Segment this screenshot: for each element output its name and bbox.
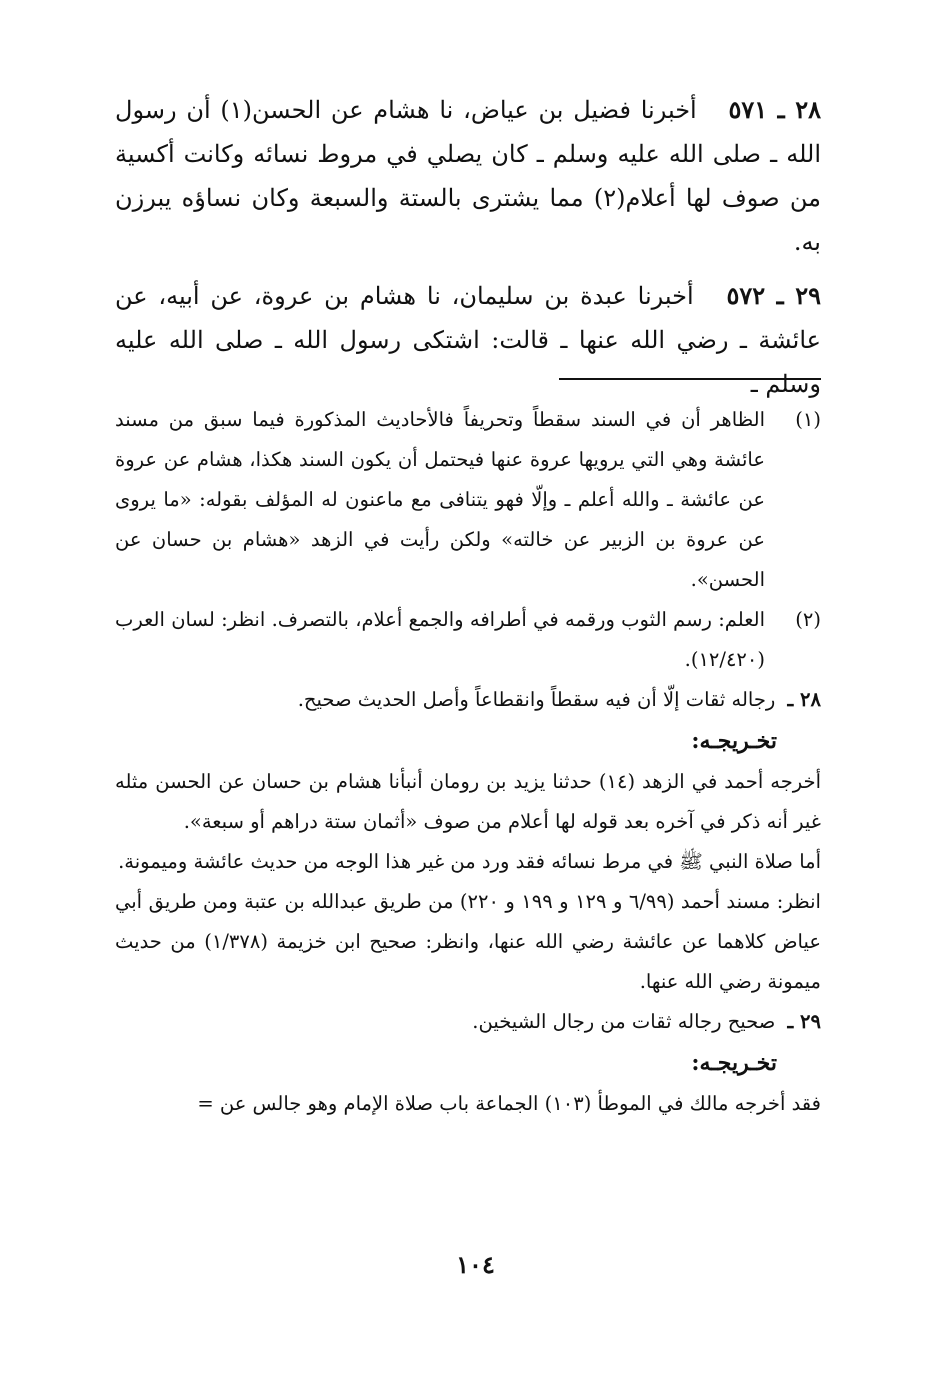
grade-number: ٢٩ ـ	[787, 1010, 821, 1033]
grade-28	[115, 680, 821, 720]
hadith-text: أخبرنا فضيل بن عياض، نا هشام عن الحسن(١) أن رسول الله ـ صلى الله عليه وسلم ـ كان يصلي في مروط نسائه وكانت أكسية من صوف لها أعلام(٢) مما يشترى بالستة والسبعة وكان نساؤه يبرزن به.	[115, 96, 821, 256]
hadith-572	[115, 274, 821, 406]
takhrij-paragraph: فقد أخرجه مالك في الموطأ (١٠٣) الجماعة باب صلاة الإمام وهو جالس عن =	[197, 1092, 821, 1115]
grade-29	[115, 1002, 821, 1042]
takhrij-paragraph: أما صلاة النبي ﷺ في مرط نسائه فقد ورد من غير هذا الوجه من حديث عائشة وميمونة.	[118, 850, 821, 873]
hadith-number: ٢٩ ـ ٥٧٢	[726, 281, 821, 310]
footnote-text: العلم: رسم الثوب ورقمه في أطرافه والجمع أعلام، بالتصرف. انظر: لسان العرب (١٢/٤٢٠).	[115, 608, 765, 671]
takhrij-heading: تخـريجـه:	[691, 728, 777, 754]
footnotes-section	[115, 400, 821, 1124]
takhrij-paragraph: أخرجه أحمد في الزهد (١٤) حدثنا يزيد بن رومان أنبأنا هشام بن حسان عن الحسن مثله غير أنه ذكر في آخره بعد قوله لها أعلام من صوف «أثمان ستة دراهم أو سبعة».	[115, 770, 821, 833]
footnote-marker: (٢)	[795, 608, 821, 631]
page-number: ١٠٤	[456, 1250, 495, 1279]
footnote-separator	[559, 378, 821, 380]
grade-text: رجاله ثقات إلّا أن فيه سقطاً وانقطاعاً وأصل الحديث صحيح.	[297, 688, 776, 711]
grade-text: صحيح رجاله ثقات من رجال الشيخين.	[472, 1010, 776, 1033]
footnote-text: الظاهر أن في السند سقطاً وتحريفاً فالأحاديث المذكورة فيما سبق من مسند عائشة وهي التي يرويها عروة عنها فيحتمل أن يكون السند هكذا، هشام عن عروة عن عائشة ـ والله أعلم ـ وإلّا فهو يتنافى مع ماعنون له المؤلف بقوله: «ما يروى عن عروة بن الزبير عن خالته» ولكن رأيت في الزهد «هشام بن حسان عن الحسن».	[115, 408, 765, 591]
page-body	[115, 88, 821, 1115]
takhrij-paragraph: انظر: مسند أحمد (٦/٩٩ و ١٢٩ و ١٩٩ و ٢٢٠) من طريق عبدالله بن عتبة ومن طريق أبي عياض كلاهما عن عائشة رضي الله عنها، وانظر: صحيح ابن خزيمة (١/٣٧٨) من حديث ميمونة رضي الله عنها.	[115, 890, 821, 993]
hadith-number: ٢٨ ـ ٥٧١	[728, 95, 821, 124]
footnote-1	[115, 400, 821, 600]
grade-number: ٢٨ ـ	[787, 688, 821, 711]
hadith-text: أخبرنا عبدة بن سليمان، نا هشام بن عروة، عن أبيه، عن عائشة ـ رضي الله عنها ـ قالت: اشتكى رسول الله ـ صلى الله عليه وسلم ـ	[115, 282, 821, 398]
footnote-marker: (١)	[795, 408, 821, 431]
takhrij-heading: تخـريجـه:	[691, 1050, 777, 1076]
hadith-571	[115, 88, 821, 264]
footnote-2	[115, 600, 821, 680]
